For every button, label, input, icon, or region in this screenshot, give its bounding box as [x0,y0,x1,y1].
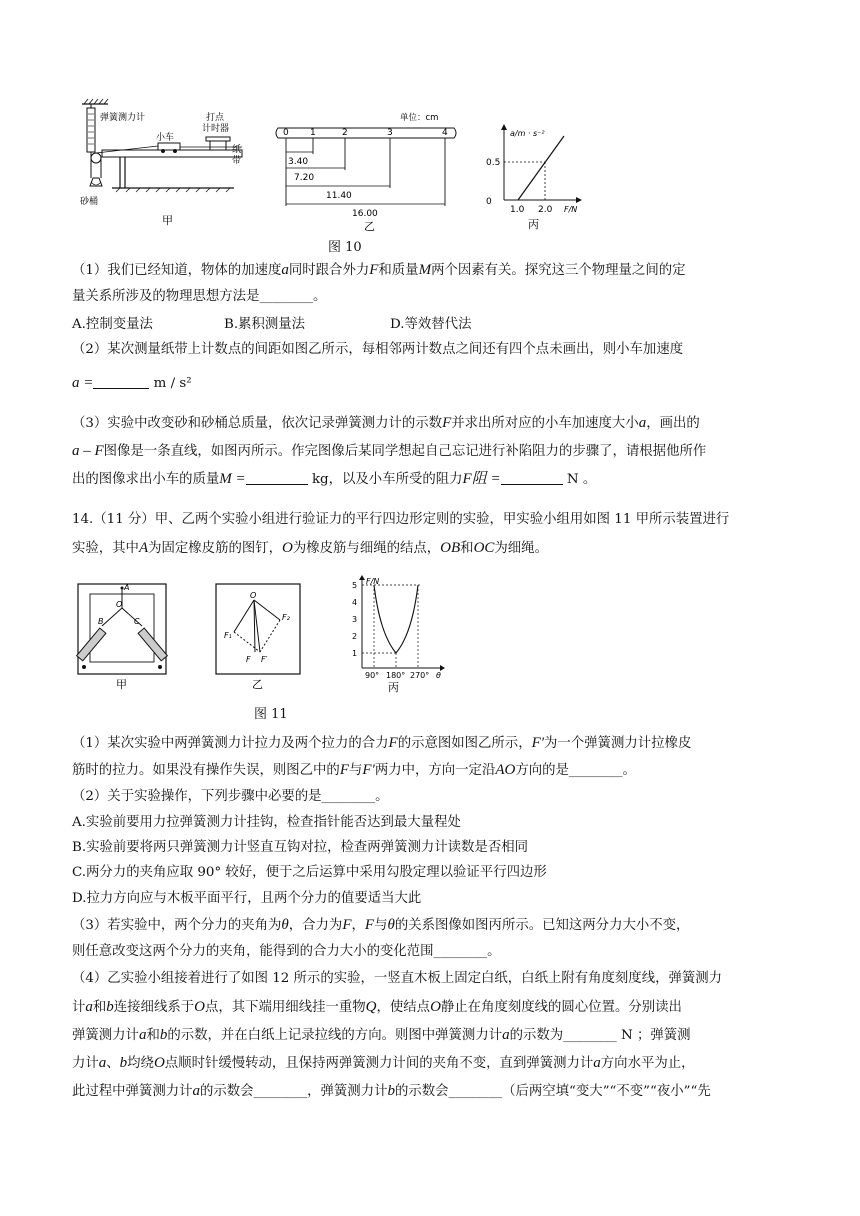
q13-options [72,314,794,336]
q14-part1-line2: 筋时的拉力。如果没有操作失误，则图乙中的F与F′两力中，方向一定沿AO方向的是________。 [72,762,636,778]
graph-x-tick-1: 1.0 [510,205,525,215]
label-B: B [98,617,104,626]
q14-part3-line1: （3）若实验中，两个分力的夹角为θ，合力为F，F与θ的关系图像如图丙所示。已知这两分力大小不变， [72,917,690,933]
q14-part4-line3: 弹簧测力计a和b的示数，并在白纸上记录拉线的方向。则图中弹簧测力计a的示数为________ N ；弹簧测 [72,1027,691,1043]
graph11-xtick-90: 90° [365,671,380,680]
q13-part2-line1: （2）某次测量纸带上计数点的间距如图乙所示，每相邻两计数点之间还有四个点未画出，则小车加速度 [72,342,684,357]
q14-part4-line2: 计a和b连接细线系于O点，其下端用细线挂一重物Q，使结点O静止在角度刻度线的圆心位置。分别读出 [72,999,682,1015]
q14-head-line1: 14.（11 分）甲、乙两个实验小组进行验证力的平行四边形定则的实验，甲实验小组用如图 11 甲所示装置进行 [72,512,730,527]
graph-y-tick: 0.5 [486,158,501,168]
figure-10-bing-graph [484,122,584,234]
graph11-xvar: θ [436,671,441,680]
q14-option-c: C.两分力的夹角应取 90° 较好，便于之后运算中采用勾股定理以验证平行四边形 [72,865,547,880]
graph-origin: 0 [486,197,492,207]
label-bing-11: 丙 [388,681,399,694]
tape-distance-1: 3.40 [288,157,309,167]
label-yi: 乙 [364,220,375,233]
q13-option-a: A.控制变量法 [72,317,153,332]
q14-part4-line5: 此过程中弹簧测力计a的示数会________，弹簧测力计b的示数会________（后两空填“变大”“不变”“夜小”“先 [72,1083,711,1099]
q14-option-b: B.实验前要将两只弹簧测力计竖直互钩对拉，检查两弹簧测力计读数是否相同 [72,840,528,855]
tape-point-2: 2 [342,128,348,138]
q13-option-d: D.等效替代法 [390,317,472,332]
graph-ylabel: a/m · s⁻² [510,129,545,138]
q14-part3-line2: 则任意改变这两个分力的夹角，能得到的合力大小的变化范围________。 [72,944,501,959]
q14-part4-line1: （4）乙实验小组接着进行了如图 12 所示的实验，一竖直木板上固定白纸，白纸上附有角度刻度线，弹簧测力 [72,971,723,986]
label-unit: 单位：cm [400,113,439,123]
q13-part3-line2: a – F图像是一条直线，如图丙所示。作完图像后某同学想起自己忘记进行补陷阻力的步骤了，请根据他所作 [72,443,707,459]
label-F2: F₂ [282,613,290,622]
q14-option-a: A.实验前要用力拉弹簧测力计挂钩，检查指针能否达到最大量程处 [72,815,461,830]
graph11-ytick-1: 1 [352,649,358,658]
graph11-ytick-2: 2 [352,632,358,641]
label-tape-2: 带 [232,156,242,166]
graph11-xtick-180: 180° [386,671,406,680]
figure-11-bing-graph [340,574,446,694]
graph11-ytick-4: 4 [352,598,358,607]
figure-10-jia-apparatus [72,96,247,236]
figure-10-caption: 图 10 [328,240,362,255]
label-O: O [116,600,123,609]
q14-part1-line1: （1）某次实验中两弹簧测力计拉力及两个拉力的合力F的示意图如图乙所示，F′为一个弹簧测力计拉橡皮 [72,735,692,751]
figure-11-jia-apparatus [72,580,172,694]
q14-option-d: D.拉力方向应与木板平面平行，且两个分力的值要适当大此 [72,891,422,906]
label-cart: 小车 [156,133,175,143]
label-F: F [246,655,251,664]
graph-xlabel: F/N [564,205,578,214]
label-C: C [134,617,140,626]
graph-x-tick-2: 2.0 [538,205,553,215]
graph11-xtick-270: 270° [410,671,430,680]
label-spring-scale: 弹簧测力计 [100,113,146,123]
q14-head-line2: 实验，其中A为固定橡皮筋的图钉，O为橡皮筋与细绳的结点，OB和OC为细绳。 [72,540,548,556]
label-jia: 甲 [162,214,173,227]
graph11-ytick-3: 3 [352,615,358,624]
graph11-curve [374,585,418,653]
label-bing: 丙 [528,218,539,231]
label-yi-11: 乙 [252,678,263,691]
label-tape-1: 纸 [232,145,242,155]
label-F1: F₁ [224,631,232,640]
graph11-ytick-5: 5 [352,581,358,590]
tape-point-4: 4 [442,128,448,138]
figure-11-yi-diagram [214,580,304,694]
label-jia-11: 甲 [116,678,127,691]
label-A: A [124,583,130,592]
q14-part4-line4: 力计a、b均绕O点顺时针缓慢转动，且保持两弹簧测力计间的夹角不变，直到弹簧测力计a方向水平为止， [72,1055,695,1071]
graph-line [518,136,564,200]
q13-part3-line3: 出的图像求出小车的质量M = kg，以及小车所受的阻力F阻 = N 。 [72,471,597,487]
tape-distance-3: 11.40 [326,191,352,201]
figure-11-caption: 图 11 [254,707,288,722]
q13-part2-line2: a = m / s² [72,375,192,391]
q14-part2: （2）关于实验操作，下列步骤中必要的是________。 [72,789,389,804]
label-Fp: F′ [261,655,268,664]
figure-10-yi-tape [272,108,462,236]
tape-distance-4: 16.00 [352,209,378,219]
label-O-yi: O [250,591,257,600]
tape-point-1: 1 [310,128,316,138]
graph11-ylabel: F/N [366,577,380,586]
label-timer-2: 计时器 [202,124,230,134]
label-timer-1: 打点 [206,113,225,123]
tape-point-3: 3 [387,128,393,138]
q13-part1-line2: 量关系所涉及的物理思想方法是________。 [72,289,327,304]
tape-distance-2: 7.20 [294,173,315,183]
label-bucket: 砂桶 [80,197,99,207]
q13-option-b: B.累积测量法 [224,317,306,332]
tape-point-0: 0 [283,128,289,138]
q13-part1-line1: （1）我们已经知道，物体的加速度a同时跟合外力F和质量M两个因素有关。探究这三个物理量之间的定 [72,262,686,278]
q13-part3-line1: （3）实验中改变砂和砂桶总质量，依次记录弹簧测力计的示数F并求出所对应的小车加速度大小a，画出的 [72,415,700,431]
